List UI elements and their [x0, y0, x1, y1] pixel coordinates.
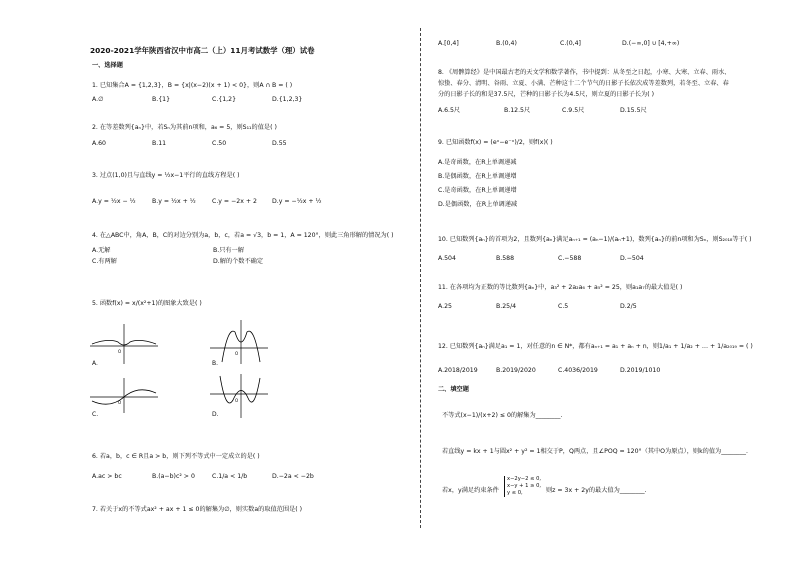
fill-question-1: 不等式(x−1)/(x+2) ≤ 0的解集为________. — [442, 412, 563, 419]
graph-b-label: B. — [212, 360, 219, 367]
constraint-3: y ≤ 0, — [507, 490, 523, 496]
q8-option-a: A.6.5尺 — [438, 107, 461, 114]
graph-a-label: A. — [92, 360, 98, 367]
q3-option-b: B.y = ½x + ½ — [152, 198, 196, 205]
q1-option-c: C.{1,2} — [212, 96, 237, 103]
q9-option-c: C.是奇函数，在R上单调递增 — [438, 187, 517, 194]
constraint-2: x−y + 1 ≥ 0, — [507, 483, 542, 489]
q6-option-d: D.−2a < −2b — [272, 473, 314, 480]
q9-option-d: D.是偶函数，在R上单调递减 — [438, 201, 518, 208]
q4-option-d: D.解的个数不确定 — [213, 258, 264, 265]
svg-text:O: O — [118, 349, 122, 354]
svg-text:O: O — [118, 400, 122, 405]
constraint-system — [504, 476, 541, 497]
q4-option-b: B.只有一解 — [213, 247, 244, 254]
q1-option-b: B.{1} — [152, 96, 171, 103]
q12-option-c: C.4036/2019 — [558, 367, 598, 374]
q10-option-b: B.588 — [496, 255, 515, 262]
q3-option-c: C.y = −2x + 2 — [212, 198, 257, 205]
question-2-stem: 2. 在等差数列{aₙ}中，若Sₙ为其前n项和，a₆ = 5，则S₁₁的值是( ) — [92, 124, 277, 131]
q2-option-a: A.60 — [92, 140, 106, 147]
question-3-stem: 3. 过点(1,0)且与直线y = ½x−1平行的直线方程是( ) — [92, 172, 240, 179]
q1-option-d: D.{1,2,3} — [272, 96, 303, 103]
q7-option-d: D.(−∞,0] ∪ [4,+∞) — [622, 40, 680, 47]
q12-option-b: B.2019/2020 — [496, 367, 536, 374]
question-7-stem: 7. 若关于x的不等式ax² + ax + 1 ≤ 0的解集为∅，则实数a的取值范围是( ) — [92, 506, 303, 513]
svg-text:O: O — [235, 398, 239, 403]
constraint-1: x−2y−2 ≤ 0, — [507, 476, 542, 482]
q7-option-a: A.[0,4] — [438, 40, 459, 47]
q7-option-b: B.(0,4) — [496, 40, 517, 47]
exam-title: 2020-2021学年陕西省汉中市高二（上）11月考试数学（理）试卷 — [90, 46, 315, 55]
graph-option-a — [88, 320, 160, 366]
q2-option-b: B.11 — [152, 140, 167, 147]
q11-option-d: D.2/5 — [620, 303, 637, 310]
graph-option-c — [88, 375, 160, 415]
graph-d-label: D. — [212, 411, 219, 418]
q12-option-a: A.2018/2019 — [438, 367, 478, 374]
question-1-stem: 1. 已知集合A = {1,2,3}，B = {x|(x−2)(x + 1) < 0}，则A ∩ B = ( ) — [92, 82, 293, 89]
question-8-line2: 惊蛰、春分、清明、谷雨、立夏、小满、芒种这十二个节气的日影子长依次成等差数列，若冬至、立春、春 — [438, 80, 729, 87]
q3-option-d: D.y = −½x + ½ — [272, 198, 322, 205]
q10-option-c: C.−588 — [558, 255, 582, 262]
q8-option-b: B.12.5尺 — [504, 107, 531, 114]
q2-option-d: D.55 — [272, 140, 287, 147]
graph-c-label: C. — [92, 411, 99, 418]
svg-text:O: O — [235, 351, 239, 356]
section-choice-heading: 一、选择题 — [92, 62, 123, 69]
question-10-stem: 10. 已知数列{aₙ}的首项为2，且数列{aₙ}满足aₙ₊₁ = (aₙ−1)/(aₙ+1)，数列{aₙ}的前n项和为Sₙ，则S₂₀₁₈等于( ) — [438, 236, 752, 243]
q2-option-c: C.50 — [212, 140, 227, 147]
q9-option-a: A.是奇函数，在R上单调递减 — [438, 159, 517, 166]
fill-question-3-tail: 则z = 3x + 2y的最大值为________. — [546, 487, 647, 494]
question-11-stem: 11. 在各项均为正数的等比数列{aₙ}中，a₃² + 2a₂a₆ + a₅² = 25，则a₁a₇的最大值是( ) — [438, 284, 683, 291]
q1-option-a: A.∅ — [92, 96, 104, 103]
q12-option-d: D.2019/1010 — [620, 367, 661, 374]
q6-option-b: B.(a−b)c² > 0 — [152, 473, 195, 480]
q3-option-a: A.y = ½x − ½ — [92, 198, 136, 205]
q6-option-c: C.1/a < 1/b — [212, 473, 248, 480]
q10-option-a: A.504 — [438, 255, 456, 262]
question-6-stem: 6. 若a，b，c ∈ R且a > b，则下列不等式中一定成立的是( ) — [92, 453, 260, 460]
graph-option-b — [208, 318, 270, 366]
q9-option-b: B.是偶函数，在R上单调递增 — [438, 173, 517, 180]
q11-option-a: A.25 — [438, 303, 452, 310]
question-4-stem: 4. 在△ABC中，角A，B，C的对边分别为a，b，c，若a = √3，b = 1，A = 120°，则此三角形解的情况为( ) — [92, 232, 394, 239]
q11-option-c: C.5 — [558, 303, 569, 310]
q7-option-c: C.(0,4] — [560, 40, 581, 47]
q6-option-a: A.ac > bc — [92, 473, 122, 480]
q8-option-c: C.9.5尺 — [562, 107, 585, 114]
question-9-stem: 9. 已知函数f(x) = (eˣ−e⁻ˣ)/2，则f(x)( ) — [438, 139, 553, 146]
question-5-stem: 5. 函数f(x) = x/(x²+1)的图象大致是( ) — [92, 300, 202, 307]
column-divider — [420, 28, 421, 528]
fill-question-2: 若直线y = kx + 1与圆x² + y² = 1相交于P，Q两点，且∠POQ = 120°（其中O为原点），则k的值为________. — [442, 448, 748, 455]
section-fill-heading: 二、填空题 — [438, 386, 469, 393]
question-8-line1: 8. 《周髀算经》是中国最古老的天文学和数学著作，书中提到：从冬至之日起，小寒、大寒、立春、雨水、 — [438, 69, 731, 76]
q8-option-d: D.15.5尺 — [620, 107, 647, 114]
q4-option-a: A.无解 — [92, 247, 111, 254]
question-8-line3: 分的日影子长的和是37.5尺，芒种的日影子长为4.5尺，则立夏的日影子长为( ) — [438, 91, 655, 98]
q10-option-d: D.−504 — [620, 255, 644, 262]
q11-option-b: B.25/4 — [496, 303, 517, 310]
q4-option-c: C.有两解 — [92, 258, 117, 265]
fill-question-3-lead: 若x，y满足约束条件 — [442, 487, 499, 494]
question-12-stem: 12. 已知数列{aₙ}满足a₁ = 1，对任意的n ∈ N*，都有aₙ₊₁ = a₁ + aₙ + n，则1/a₁ + 1/a₂ + … + 1/a₂₀₁₉ = ( ) — [438, 343, 753, 350]
right-column — [424, 0, 794, 562]
